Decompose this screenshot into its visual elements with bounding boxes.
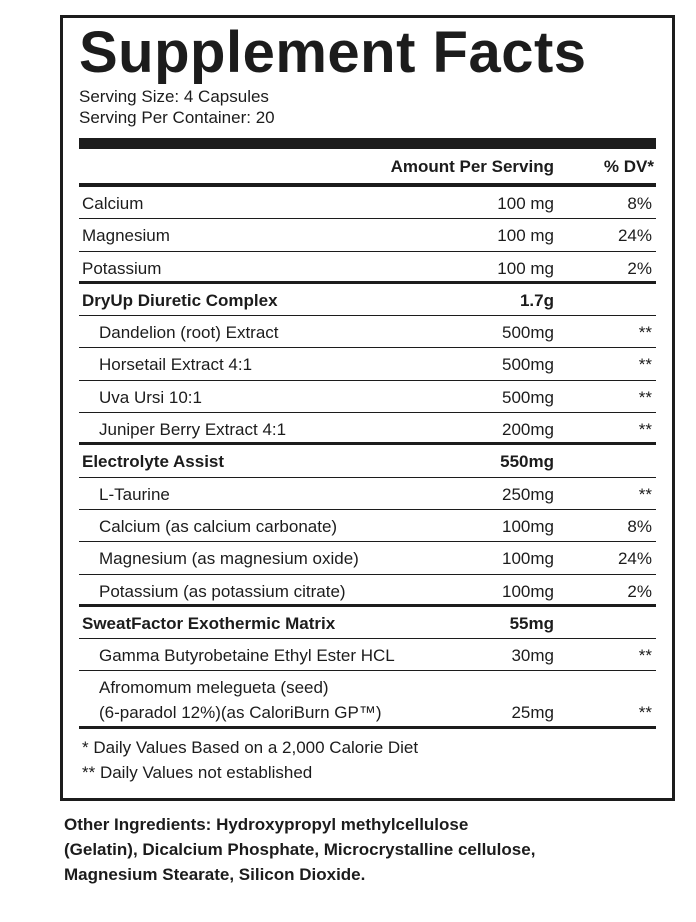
ingredient-dv: ** [638,703,652,723]
other-ingredients [64,812,669,887]
ingredient-row [79,575,656,607]
footnote-not-established: ** Daily Values not established [82,763,313,783]
ingredient-amount: 200mg [502,420,554,440]
label-title: Supplement Facts [79,20,587,85]
ingredient-row [79,316,656,348]
ingredient-name: Horsetail Extract 4:1 [99,355,253,375]
ingredient-row [79,671,656,729]
ingredient-row [79,478,656,510]
blend-name: Electrolyte Assist [82,452,225,472]
ingredient-row [79,639,656,671]
nutrient-dv: 8% [627,194,652,213]
ingredient-amount: 25mg [511,703,554,723]
nutrient-amount: 100 mg [497,226,554,246]
amount-header: Amount Per Serving [390,157,554,176]
other-ingredients-line: Other Ingredients: Hydroxypropyl methylcellulose [64,815,469,834]
nutrient-name: Magnesium [82,226,170,246]
ingredient-row [79,348,656,380]
ingredient-row [79,381,656,413]
ingredient-name: L-Taurine [99,484,170,504]
other-ingredients-line: (Gelatin), Dicalcium Phosphate, Microcrystalline cellulose, [64,840,536,859]
nutrient-row [79,187,656,219]
footnote-daily-values: * Daily Values Based on a 2,000 Calorie Diet [82,738,419,758]
blend-amount: 55mg [509,613,554,633]
ingredient-name: Uva Ursi 10:1 [99,387,202,407]
blend-name: SweatFactor Exothermic Matrix [82,613,336,633]
nutrient-row [79,252,656,284]
ingredient-name: Gamma Butyrobetaine Ethyl Ester HCL [99,646,395,666]
supplement-facts-panel [60,15,675,801]
ingredient-dv: ** [638,323,652,343]
other-ingredients-line: Magnesium Stearate, Silicon Dioxide. [64,865,366,884]
blend-name: DryUp Diuretic Complex [82,290,278,310]
ingredient-name: Juniper Berry Extract 4:1 [99,420,287,440]
ingredient-row [79,510,656,542]
ingredient-dv: ** [638,387,652,407]
ingredient-dv: ** [638,484,652,504]
ingredient-dv: ** [638,420,652,440]
serving-size: Serving Size: 4 Capsules [79,87,269,106]
ingredient-dv: 2% [627,581,652,601]
column-header-row [79,149,656,183]
footnotes [79,735,656,785]
ingredient-row [79,542,656,574]
ingredient-dv: ** [638,355,652,375]
ingredient-amount: 500mg [502,323,554,343]
nutrient-amount: 100 mg [497,194,554,213]
dv-header: % DV* [603,157,654,176]
ingredient-dv: 8% [627,516,652,536]
blend-row [79,445,656,477]
nutrient-name: Potassium [82,258,162,278]
servings-per-container: Serving Per Container: 20 [79,108,275,127]
ingredient-amount: 100mg [502,581,554,601]
ingredient-amount: 100mg [502,549,554,569]
ingredient-name-line2: (6-paradol 12%)(as CaloriBurn GP™) [99,703,382,723]
nutrient-amount: 100 mg [497,258,554,278]
blend-amount: 550mg [500,452,554,472]
ingredient-amount: 250mg [502,484,554,504]
ingredient-name: Potassium (as potassium citrate) [99,581,346,601]
blend-amount: 1.7g [519,290,554,310]
blend-row [79,607,656,639]
nutrient-dv: 2% [627,258,652,278]
ingredient-name [99,675,382,725]
nutrient-dv: 24% [617,226,652,246]
ingredient-amount: 30mg [511,646,554,666]
ingredient-amount: 500mg [502,387,554,407]
ingredient-name-line1: Afromomum melegueta (seed) [99,678,329,698]
ingredient-amount: 100mg [502,516,554,536]
blend-row [79,284,656,316]
nutrient-row [79,219,656,251]
ingredient-dv: 24% [617,549,652,569]
ingredient-row [79,413,656,445]
thick-divider [79,138,656,149]
ingredient-amount: 500mg [502,355,554,375]
ingredient-dv: ** [638,646,652,666]
ingredient-name: Dandelion (root) Extract [99,323,279,343]
ingredient-name: Calcium (as calcium carbonate) [99,516,338,536]
ingredient-name: Magnesium (as magnesium oxide) [99,549,359,569]
nutrient-name: Calcium [82,194,144,213]
